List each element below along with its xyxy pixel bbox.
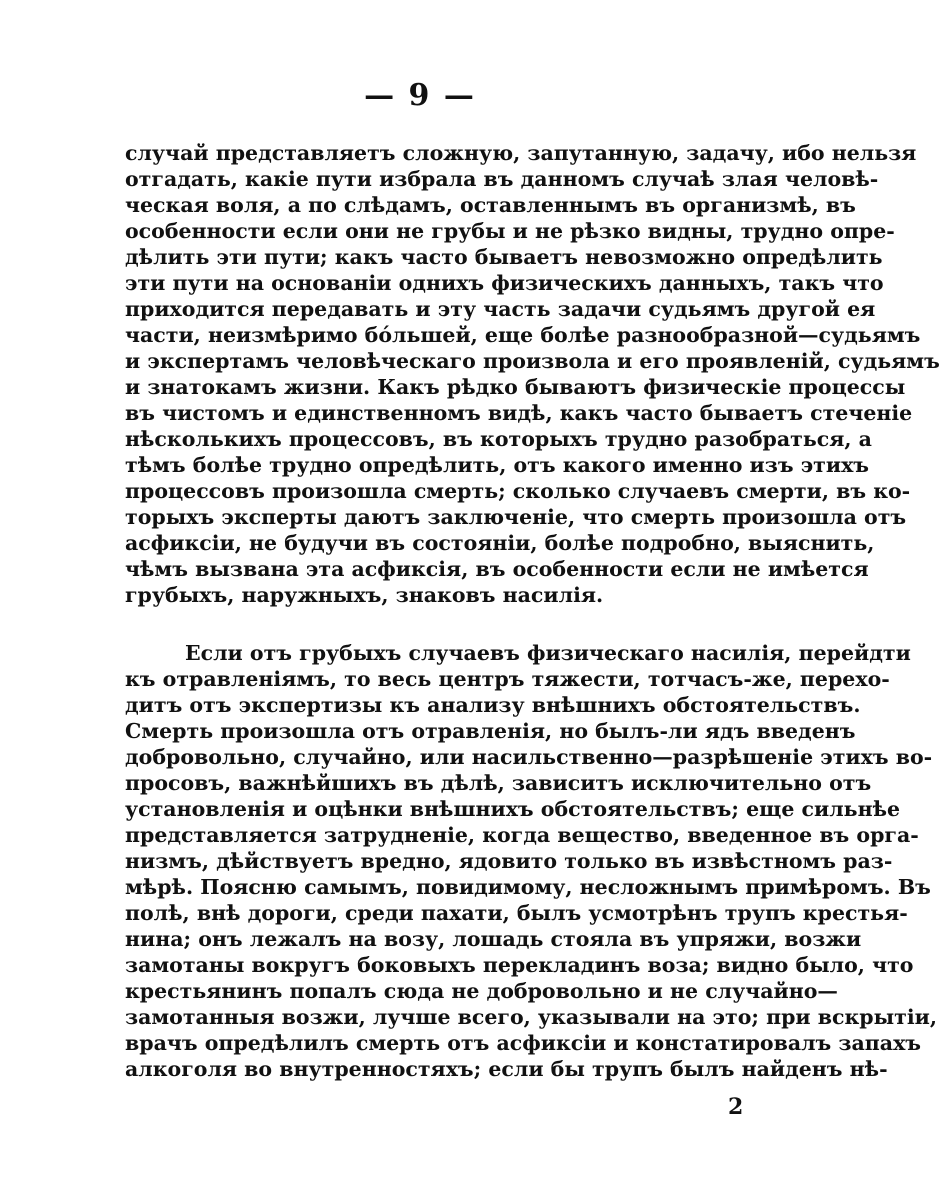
text-line: и знатокамъ жизни. Какъ рѣдко бываютъ физическіе процессы [125, 375, 906, 399]
text-line: въ чистомъ и единственномъ видѣ, какъ часто бываетъ стеченіе [125, 401, 913, 425]
text-line: чѣмъ вызвана эта асфиксія, въ особенности если не имѣется [125, 557, 869, 581]
text-line: врачъ опредѣлилъ смерть отъ асфиксіи и констатировалъ запахъ [125, 1031, 922, 1055]
text-line: асфиксіи, не будучи въ состояніи, болѣе подробно, выяснить, [125, 531, 875, 555]
text-line: тѣмъ болѣе трудно опредѣлить, отъ какого именно изъ этихъ [125, 453, 870, 477]
text-line: добровольно, случайно, или насильственно—разрѣшеніе этихъ во- [125, 745, 933, 769]
text-line: Если отъ грубыхъ случаевъ физическаго насилія, перейдти [185, 641, 911, 665]
text-line: и экспертамъ человѣческаго произвола и его проявленій, судьямъ [125, 349, 940, 373]
paragraph-1 [125, 140, 940, 608]
text-line: части, неизмѣримо бóльшей, еще болѣе разнообразной—судьямъ [125, 323, 921, 347]
text-line: установленія и оцѣнки внѣшнихъ обстоятельствъ; еще сильнѣе [125, 797, 901, 821]
text-line: дѣлить эти пути; какъ часто бываетъ невозможно опредѣлить [125, 245, 883, 269]
text-line: торыхъ эксперты даютъ заключеніе, что смерть произошла отъ [125, 505, 907, 529]
paragraph-2 [125, 640, 938, 1082]
text-line: особенности если они не грубы и не рѣзко видны, трудно опре- [125, 219, 895, 243]
text-line: замотанныя возжи, лучше всего, указывали на это; при вскрытіи, [125, 1005, 938, 1029]
text-line: нѣсколькихъ процессовъ, въ которыхъ трудно разобраться, а [125, 427, 872, 451]
signature-mark: 2 [728, 1094, 744, 1120]
text-line: мѣрѣ. Поясню самымъ, повидимому, несложнымъ примѣромъ. Въ [125, 875, 931, 899]
text-line: просовъ, важнѣйшихъ въ дѣлѣ, зависитъ исключительно отъ [125, 771, 872, 795]
text-line: дитъ отъ экспертизы къ анализу внѣшнихъ обстоятельствъ. [125, 693, 861, 717]
page-number: — 9 — [364, 78, 476, 113]
text-line: полѣ, внѣ дороги, среди пахати, былъ усмотрѣнъ трупъ крестья- [125, 901, 908, 925]
text-line: приходится передавать и эту часть задачи судьямъ другой ея [125, 297, 876, 321]
text-line: случай представляетъ сложную, запутанную, задачу, ибо нельзя [125, 141, 917, 165]
text-line: къ отравленіямъ, то весь центръ тяжести, тотчасъ-же, перехо- [125, 667, 890, 691]
text-line: низмъ, дѣйствуетъ вредно, ядовито только въ извѣстномъ раз- [125, 849, 893, 873]
text-line: отгадать, какіе пути избрала въ данномъ случаѣ злая человѣ- [125, 167, 879, 191]
text-line: ческая воля, а по слѣдамъ, оставленнымъ въ организмѣ, въ [125, 193, 856, 217]
text-line: замотаны вокругъ боковыхъ перекладинъ воза; видно было, что [125, 953, 914, 977]
text-line: крестьянинъ попалъ сюда не добровольно и не случайно— [125, 979, 838, 1003]
text-line: эти пути на основаніи однихъ физическихъ данныхъ, такъ что [125, 271, 884, 295]
text-line: грубыхъ, наружныхъ, знаковъ насилія. [125, 583, 604, 607]
text-line: процессовъ произошла смерть; сколько случаевъ смерти, въ ко- [125, 479, 911, 503]
text-line: представляется затрудненіе, когда вещество, введенное въ орга- [125, 823, 919, 847]
text-line: Смерть произошла отъ отравленія, но былъ-ли ядъ введенъ [125, 719, 856, 743]
text-line: нина; онъ лежалъ на возу, лошадь стояла въ упряжи, возжи [125, 927, 862, 951]
text-line: алкоголя во внутренностяхъ; если бы трупъ былъ найденъ нѣ- [125, 1057, 888, 1081]
